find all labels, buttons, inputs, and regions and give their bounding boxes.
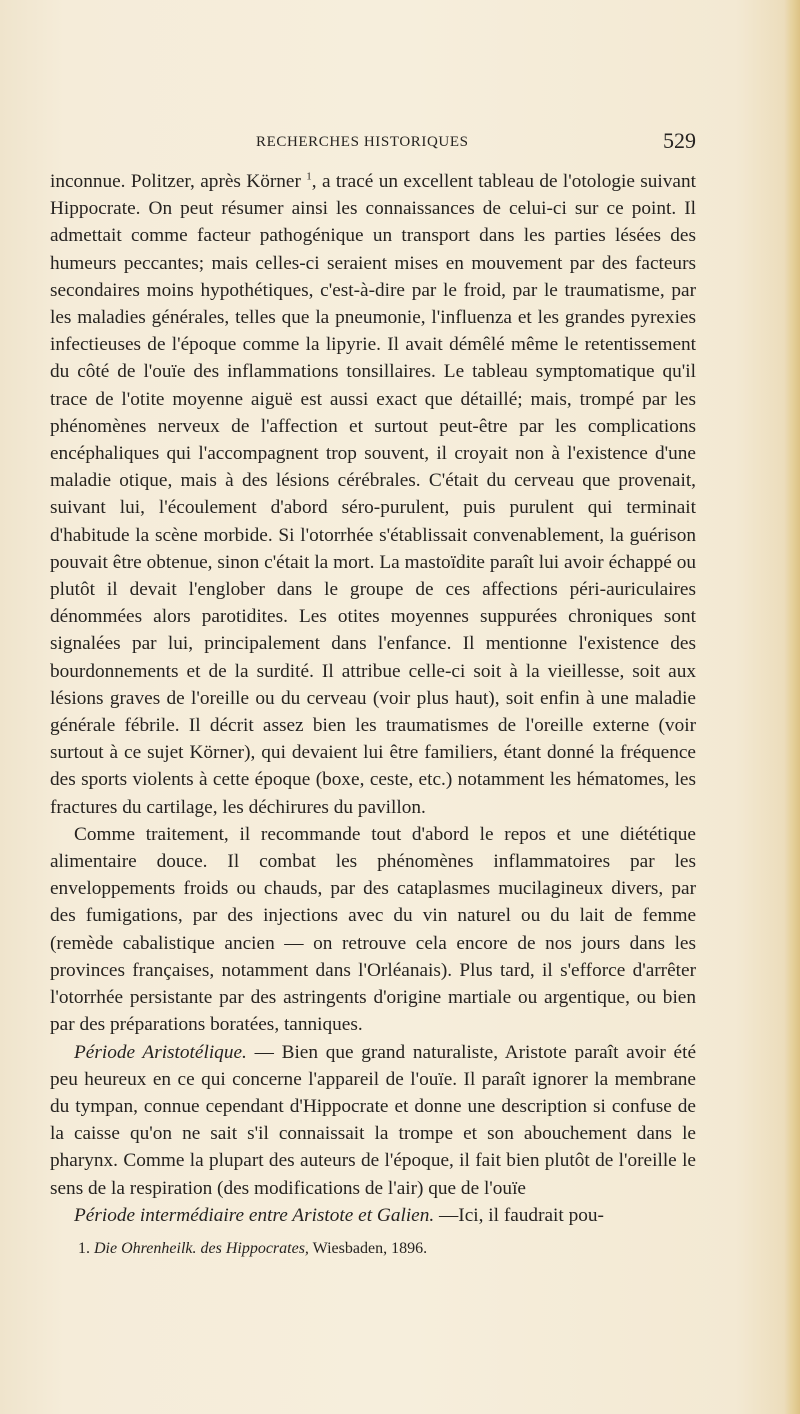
footnote-rest: Wiesbaden, 1896. [308,1240,428,1257]
paragraph-1 [50,168,696,821]
body-text [50,168,696,1229]
paragraph-3-text: — Bien que grand naturaliste, Aristote paraît avoir été peu heureux en ce qui concerne l'appareil de l'ouïe. Il paraît ignorer la membrane du tympan, connue cependant d'Hippocrate et donne une description si confuse de la caisse qu'on ne sait s'il connaissait la trompe et son abouchement dans le pharynx. Comme la plupart des auteurs de l'époque, il fait bien plutôt de l'oreille le sens de la respiration (des modifications de l'air) que de l'ouïe [50,1041,696,1199]
section-title-aristotelique: Période Aristotélique. [74,1041,247,1063]
paragraph-4-text: —Ici, il faudrait pou- [434,1204,604,1226]
paragraph-1-text-a: inconnue. Politzer, après Körner [50,171,307,192]
footnote-title: Die Ohrenheilk. des Hippocrates, [94,1240,309,1257]
footnote [78,1238,698,1260]
footnote-ref: 1 [306,170,312,183]
paragraph-1-text-b: , a tracé un excellent tableau de l'otologie suivant Hippocrate. On peut résumer ainsi les connaissances de celui-ci sur ce point. Il admettait comme facteur pathogénique un transport dans les parties lésées des humeurs peccantes; mais celles-ci seraient mises en mouvement par des facteurs secondaires moins hypothétiques, c'est-à-dire par le froid, par le traumatisme, par les maladies générales, telles que la pneumonie, l'influenza et les grandes pyrexies infectieuses de l'époque comme la lipyrie. Il avait démêlé même le retentissement du côté de l'ouïe des inflammations tonsillaires. Le tableau symptomatique qu'il trace de l'otite moyenne aiguë est aussi exact que détaillé; mais, trompé par les phénomènes nerveux de l'affection et surtout peut-être par les complications encéphaliques qui l'accompagnent trop souvent, il croyait non à l'existence d'une maladie otique, mais à des lésions cérébrales. C'était du cerveau que provenait, suivant lui, l'écoulement d'abord séro-purulent, puis purulent qui terminait d'habitude la scène morbide. Si l'otorrhée s'établissait convenablement, la guérison pouvait être obtenue, sinon c'était la mort. La mastoïdite paraît lui avoir échappé ou plutôt il devait l'englober dans le groupe de ces affections péri-auriculaires dénommées alors parotidites. Les otites moyennes suppurées chroniques sont signalées par lui, principalement dans l'enfance. Il mentionne l'existence des bourdonnements et de la surdité. Il attribue celle-ci soit à la vieillesse, soit aux lésions graves de l'oreille ou du cerveau (voir plus haut), soit enfin à une maladie générale fébrile. Il décrit assez bien les traumatismes de l'oreille externe (voir surtout à ce sujet Körner), qui devaient lui être familiers, étant donné la fréquence des sports violents à cette époque (boxe, ceste, etc.) notamment les hématomes, les fractures du cartilage, les déchirures du pavillon. [50,171,696,818]
page-edge [784,0,800,1414]
footnote-number: 1. [78,1240,90,1257]
paragraph-3 [50,1039,696,1202]
paragraph-2: Comme traitement, il recommande tout d'abord le repos et une diététique alimentaire douce. Il combat les phénomènes inflammatoires par les enveloppements froids ou chauds, par des cataplasmes mucilagineux divers, par des fumigations, par des injections avec du vin naturel ou du lait de femme (remède cabalistique ancien — on retrouve cela encore de nos jours dans les provinces françaises, notamment dans l'Orléanais). Plus tard, il s'efforce d'arrêter l'otorrhée persistante par des astringents d'origine martiale ou argentique, ou bien par des préparations boratées, tanniques. [50,823,696,1036]
section-title-intermediaire: Période intermédiaire entre Aristote et Galien. [74,1204,435,1226]
page-number: 529 [663,128,696,153]
page-header [50,128,696,158]
running-title: RECHERCHES HISTORIQUES [256,134,469,150]
paragraph-4 [50,1202,696,1229]
